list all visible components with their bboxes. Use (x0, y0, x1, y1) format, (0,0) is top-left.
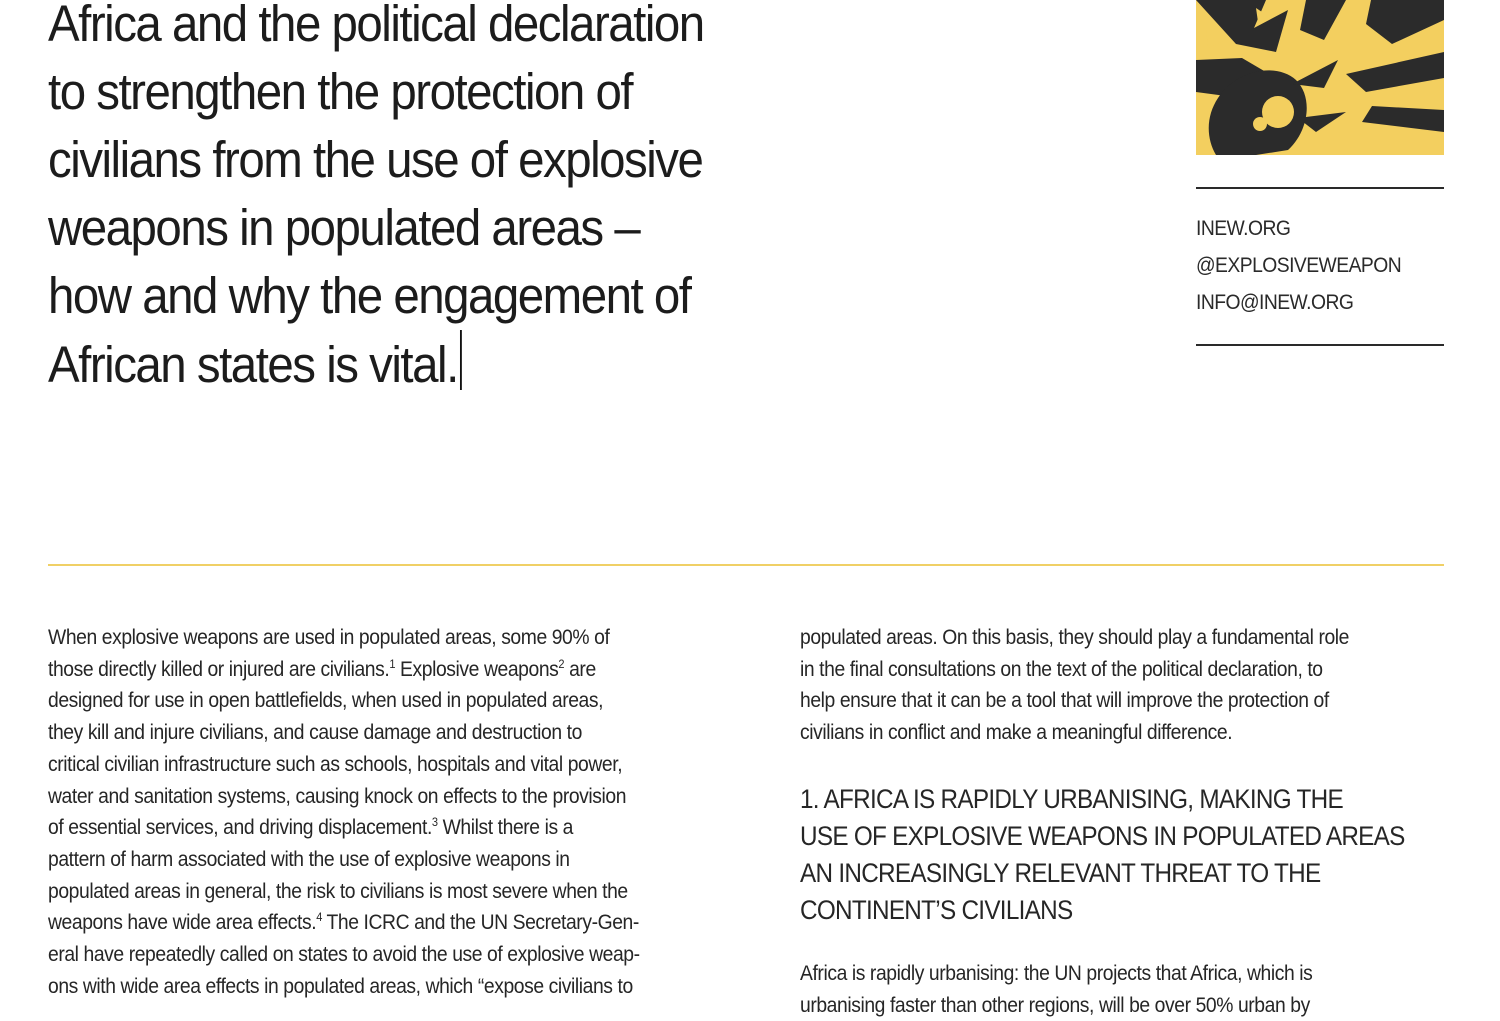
document-title[interactable] (48, 0, 811, 399)
paragraph-line (48, 907, 692, 939)
paragraph-line: When explosive weapons are used in populated areas, some 90% of (48, 626, 610, 649)
paragraph-line: urbanising faster than other regions, will be over 50% urban by (800, 993, 1310, 1017)
footnote-ref[interactable]: 4 (316, 910, 322, 925)
paragraph-line: help ensure that it can be a tool that will improve the protection of (800, 689, 1329, 713)
contact-divider-top (1196, 187, 1444, 189)
title-line-text: African states is vital. (48, 336, 458, 393)
title-line-last (48, 330, 811, 399)
paragraph-line: populated areas. On this basis, they should play a fundamental role (800, 626, 1350, 649)
title-line: Africa and the political declaration (48, 0, 704, 52)
text-run: are (564, 657, 596, 681)
paragraph-line: ons with wide area effects in populated areas, which “expose civilians to (48, 974, 633, 998)
heading-line: AN INCREASINGLY RELEVANT THREAT TO THE (800, 858, 1321, 888)
paragraph-line (48, 812, 692, 844)
title-line: weapons in populated areas – (48, 199, 640, 256)
email-link[interactable]: INFO@INEW.ORG (1196, 291, 1354, 314)
title-line: civilians from the use of explosive (48, 131, 703, 188)
heading-line: USE OF EXPLOSIVE WEAPONS IN POPULATED AREAS (800, 821, 1405, 851)
contact-divider-bottom (1196, 344, 1444, 346)
website-link[interactable]: INEW.ORG (1196, 217, 1291, 240)
heading-line: 1. AFRICA IS RAPIDLY URBANISING, MAKING THE (800, 784, 1343, 814)
text-run: weapons have wide area effects. (48, 911, 317, 935)
paragraph-line: populated areas in general, the risk to civilians is most severe when the (48, 879, 628, 903)
title-line: to strengthen the protection of (48, 63, 633, 120)
paragraph-line: pattern of harm associated with the use of explosive weapons in (48, 847, 570, 871)
body-column-right[interactable] (800, 622, 1450, 749)
body-column-left[interactable] (48, 622, 748, 1002)
paragraph-line: water and sanitation systems, causing knock on effects to the provision (48, 784, 627, 808)
title-line: how and why the engagement of (48, 267, 691, 324)
paragraph-line: they kill and injure civilians, and cause damage and destruction to (48, 721, 582, 745)
footnote-ref[interactable]: 2 (558, 656, 565, 671)
body-column-right-continued[interactable] (800, 958, 1450, 1021)
contact-list (1196, 210, 1419, 321)
paragraph-line: in the final consultations on the text of the political declaration, to (800, 657, 1323, 681)
paragraph-line: Africa is rapidly urbanising: the UN projects that Africa, which is (800, 962, 1313, 985)
text-run: of essential services, and driving displacement. (48, 816, 432, 840)
paragraph-line (48, 654, 692, 686)
footnote-ref[interactable]: 3 (431, 815, 438, 830)
twitter-handle-link[interactable]: @EXPLOSIVEWEAPON (1196, 254, 1402, 277)
paragraph-line: designed for use in open battlefields, when used in populated areas, (48, 689, 604, 713)
section-divider (48, 564, 1444, 566)
section-heading[interactable] (800, 781, 1472, 929)
paragraph-line: civilians in conflict and make a meaningful difference. (800, 721, 1233, 745)
text-run: The ICRC and the UN Secretary-Gen- (321, 911, 639, 935)
paragraph-line: eral have repeatedly called on states to avoid the use of explosive weap- (48, 943, 640, 967)
paragraph-line: critical civilian infrastructure such as schools, hospitals and vital power, (48, 752, 623, 776)
heading-line: CONTINENT’S CIVILIANS (800, 895, 1073, 925)
text-run: those directly killed or injured are civilians. (48, 657, 390, 681)
footnote-ref[interactable]: 1 (389, 656, 396, 671)
text-cursor (460, 330, 462, 390)
text-run: Explosive weapons (395, 657, 559, 681)
explosion-logo-icon (1196, 0, 1444, 155)
text-run: Whilst there is a (437, 816, 574, 840)
